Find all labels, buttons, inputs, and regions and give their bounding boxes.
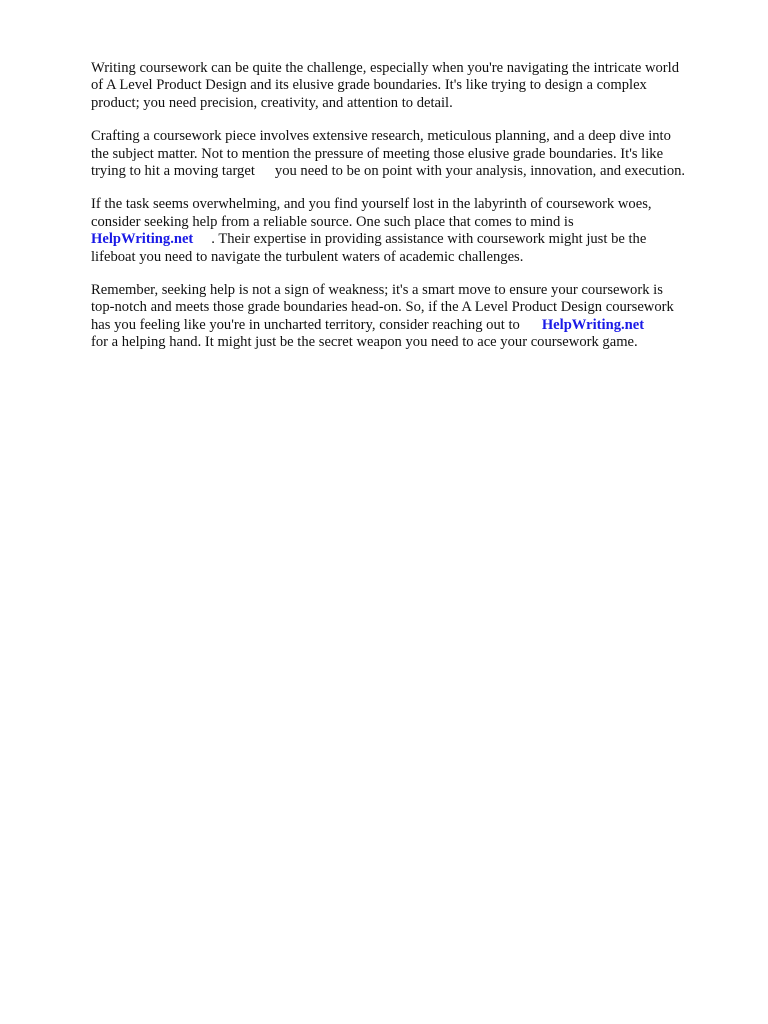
text-fragment: . Their expertise in providing assistance with coursework might just be the [211,231,647,248]
helpwriting-link[interactable]: HelpWriting.net [91,231,194,248]
text-line: Remember, seeking help is not a sign of weakness; it's a smart move to ensure your coursework is [91,282,663,299]
text-line: top-notch and meets those grade boundaries head-on. So, if the A Level Product Design coursework [91,299,674,316]
document-page [91,60,723,368]
text-line: for a helping hand. It might just be the secret weapon you need to ace your coursework game. [91,334,638,351]
paragraph-2 [91,128,723,180]
text-line: Writing coursework can be quite the challenge, especially when you're navigating the intricate world [91,60,680,76]
text-line: the subject matter. Not to mention the pressure of meeting those elusive grade boundaries. It's like [91,145,664,162]
text-fragment: has you feeling like you're in uncharted territory, consider reaching out to [91,316,520,333]
text-line-with-link [91,317,723,334]
helpwriting-link[interactable]: HelpWriting.net [541,316,645,333]
text-fragment: you need to be on point with your analysis, innovation, and execution. [274,163,686,180]
text-line: lifeboat you need to navigate the turbulent waters of academic challenges. [91,248,524,265]
text-line: of A Level Product Design and its elusive grade boundaries. It's like trying to design a complex [91,77,647,94]
text-line-3 [91,163,723,180]
text-fragment: trying to hit a moving target [91,163,255,180]
paragraph-1 [91,60,723,112]
text-line: If the task seems overwhelming, and you find yourself lost in the labyrinth of coursework woes, [91,196,652,213]
text-line: consider seeking help from a reliable source. One such place that comes to mind is [91,213,574,230]
paragraph-3 [91,196,723,266]
paragraph-4 [91,282,723,352]
text-line-with-link [91,231,723,248]
text-line: product; you need precision, creativity, and attention to detail. [91,94,453,111]
text-line: Crafting a coursework piece involves extensive research, meticulous planning, and a deep dive into [91,128,671,145]
